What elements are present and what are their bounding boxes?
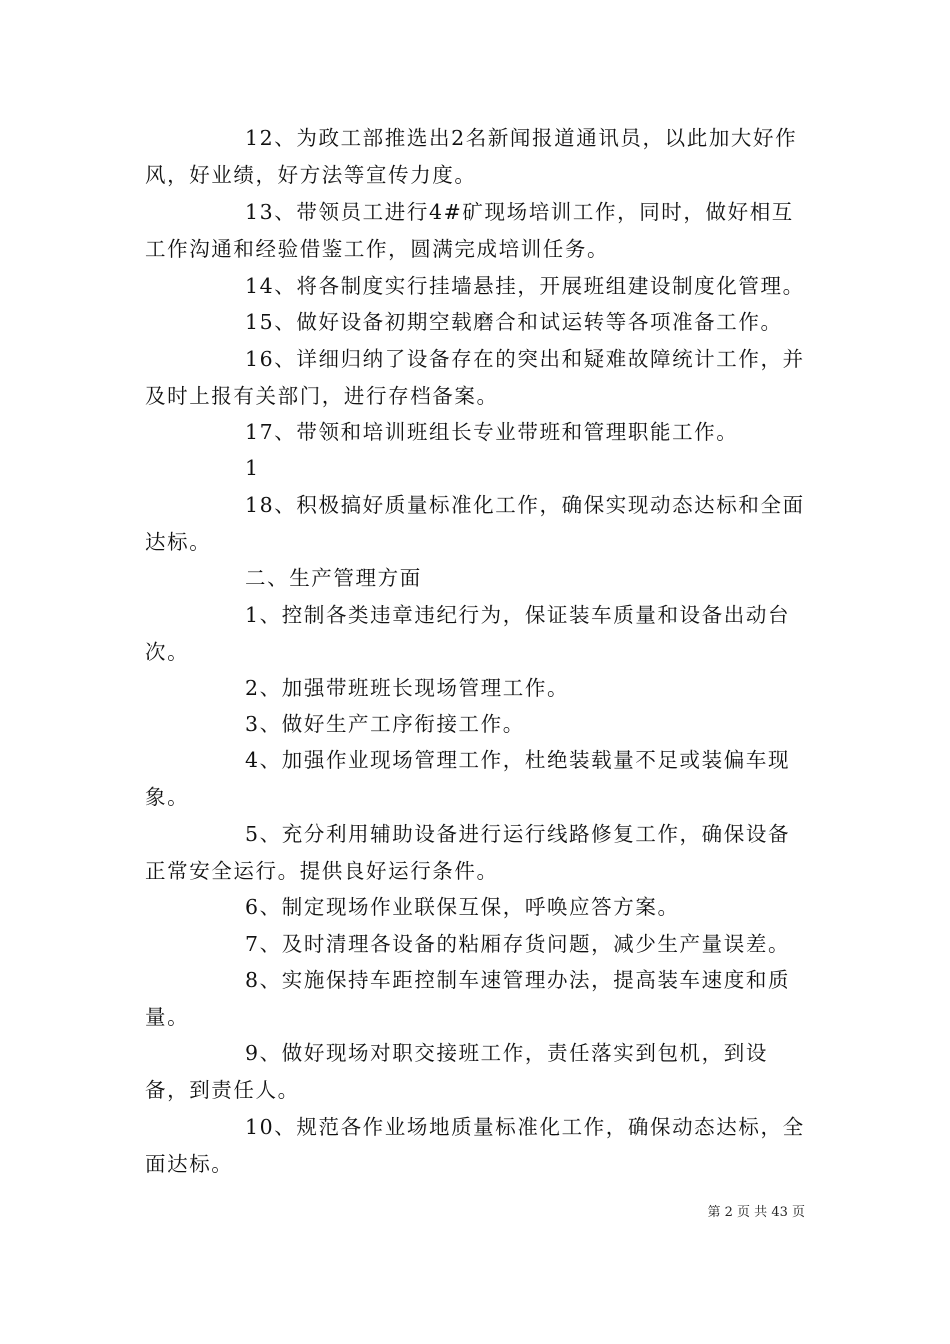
paragraph-15: 15、做好设备初期空载磨合和试运转等各项准备工作。 [245,310,783,334]
production-item-4: 4、加强作业现场管理工作，杜绝装载量不足或装偏车现象。 [145,748,791,809]
production-item-3: 3、做好生产工序衔接工作。 [245,712,525,736]
page-footer: 第 2 页 共 43 页 [707,1205,805,1220]
production-item-10: 10、规范各作业场地质量标准化工作，确保动态达标，全面达标。 [145,1115,805,1176]
production-item-2: 2、加强带班班长现场管理工作。 [245,676,570,700]
paragraph-16: 16、详细归纳了设备存在的突出和疑难故障统计工作，并及时上报有关部门，进行存档备案。 [145,347,805,408]
production-item-7: 7、及时清理各设备的粘厢存货问题，减少生产量误差。 [245,932,791,956]
production-item-1: 1、控制各类违章违纪行为，保证装车质量和设备出动台次。 [145,603,791,664]
paragraph-13: 13、带领员工进行4#矿现场培训工作，同时，做好相互工作沟通和经验借鉴工作，圆满完成培训任务。 [145,200,794,261]
paragraph-12: 12、为政工部推选出2名新闻报道通讯员，以此加大好作风，好业绩，好方法等宣传力度。 [145,126,798,187]
stray-page-number: 1 [245,456,260,480]
paragraph-14: 14、将各制度实行挂墙悬挂，开展班组建设制度化管理。 [245,274,805,298]
paragraph-18: 18、积极搞好质量标准化工作，确保实现动态达标和全面达标。 [145,493,805,554]
production-item-5: 5、充分利用辅助设备进行运行线路修复工作，确保设备正常安全运行。提供良好运行条件。 [145,822,791,883]
production-item-6: 6、制定现场作业联保互保，呼唤应答方案。 [245,895,680,919]
production-item-8: 8、实施保持车距控制车速管理办法，提高装车速度和质量。 [145,968,791,1029]
paragraph-17: 17、带领和培训班组长专业带班和管理职能工作。 [245,420,739,444]
production-item-9: 9、做好现场对职交接班工作，责任落实到包机，到设备，到责任人。 [145,1041,768,1102]
section-heading-production: 二、生产管理方面 [245,566,422,590]
